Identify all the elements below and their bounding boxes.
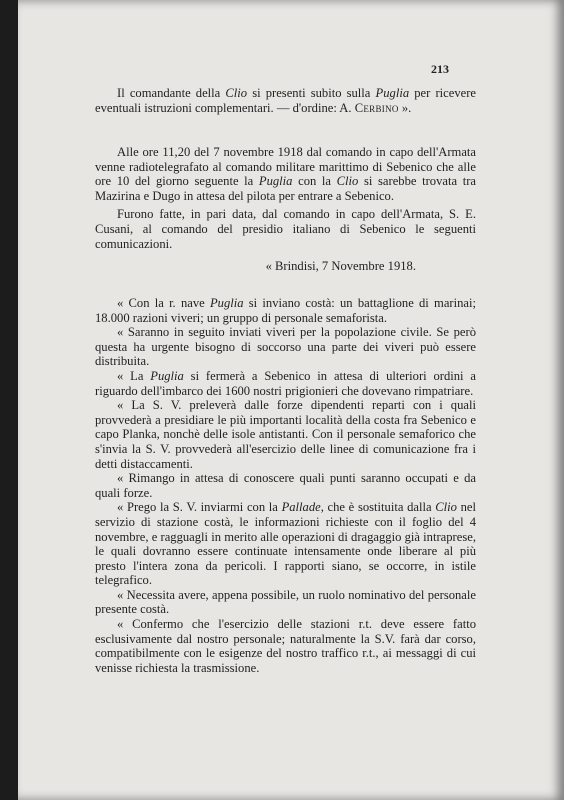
narrative-section — [95, 145, 476, 274]
page-number: 213 — [431, 62, 449, 76]
ship-name: Puglia — [375, 86, 410, 100]
text-run: per ricevere eventuali istruzioni complementari. — d'ordine: A. — [95, 86, 476, 115]
ship-name: Puglia — [150, 368, 184, 383]
paragraph — [95, 369, 476, 398]
text-run: si sarebbe trovata tra Mazirina e Dugo in attesa del pilota per entrare a Sebenico. — [95, 174, 476, 203]
message-body — [95, 296, 476, 675]
paragraph: « Necessita avere, appena possibile, un ruolo nominativo del personale presente costà. — [95, 587, 476, 617]
text-run: « La — [117, 368, 151, 383]
text-run: Alle ore 11,20 del 7 novembre 1918 dal comando in capo dell'Armata venne radiotelegrafato al comando militare marittimo di Sebenico che alle ore 10 del giorno seguente la — [95, 145, 476, 189]
text-run: nel servizio di stazione costà, le informazioni richieste con il foglio del 4 novembre, e ragguagli in merito alle operazioni di dragaggio già intraprese, le quali dovranno essere continuate intensamente onde liberare al più presto l'intera zona da pericoli. I rapporti siano, se occorre, in istile telegrafico. — [95, 500, 476, 588]
text-run: « Con la r. nave — [117, 296, 210, 310]
paragraph: « Rimango in attesa di conoscere quali punti saranno occupati e da quali forze. — [95, 471, 476, 500]
text-run: si presenti subito sulla — [247, 86, 376, 100]
paragraph — [95, 86, 476, 115]
closing-paragraph — [95, 86, 476, 115]
book-page — [18, 0, 564, 800]
text-run: « Prego la S. V. inviarmi con la — [117, 500, 282, 515]
paragraph — [95, 296, 476, 325]
text-run: , che è sostituita dalla — [320, 500, 436, 515]
paragraph — [95, 500, 476, 588]
ship-name: Clio — [225, 86, 248, 100]
text-run: si inviano costà: un battaglione di marinai; 18.000 razioni viveri; un gruppo di personale semaforista. — [95, 296, 476, 325]
signature-name: Cerbino — [354, 100, 399, 115]
dateline: « Brindisi, 7 Novembre 1918. — [265, 259, 416, 274]
text-run: si fermerà a Sebenico in attesa di ulteriori ordini a riguardo dell'imbarco dei 1600 nostri prigionieri che dovevano rimpatriare. — [95, 368, 476, 398]
text-run: con la — [292, 174, 337, 189]
paragraph: « Saranno in seguito inviati viveri per la popolazione civile. Se però questa ha urgente bisogno di soccorso una parte dei viveri può essere distribuita. — [95, 325, 476, 369]
paragraph: Furono fatte, in pari data, dal comando in capo dell'Armata, S. E. Cusani, al comando del presidio italiano di Sebenico le seguenti comunicazioni. — [95, 207, 476, 251]
text-run: Il comandante della — [117, 86, 226, 100]
ship-name: Clio — [435, 500, 457, 515]
ship-name: Pallade — [281, 500, 321, 515]
ship-name: Clio — [336, 174, 359, 189]
ship-name: Puglia — [209, 296, 244, 310]
paragraph: « Confermo che l'esercizio delle stazioni r.t. deve essere fatto esclusivamente dal nostro personale; naturalmente la S.V. farà dar corso, compatibilmente con le esigenze del nostro traffico r.t., ai messaggi di cui venisse richiesta la trasmissione. — [95, 617, 476, 675]
paragraph — [95, 145, 476, 203]
paragraph: « La S. V. preleverà dalle forze dipendenti reparti con i quali provvederà a presidiare le più importanti località della costa fra Sebenico e capo Planka, nonchè delle isole antistanti. Con il personale semaforico che s'invia la S. V. provvederà all'esercizio delle linee di comunicazione fra i detti distaccamenti. — [95, 398, 476, 471]
text-run: ». — [398, 100, 412, 115]
ship-name: Puglia — [258, 174, 293, 189]
